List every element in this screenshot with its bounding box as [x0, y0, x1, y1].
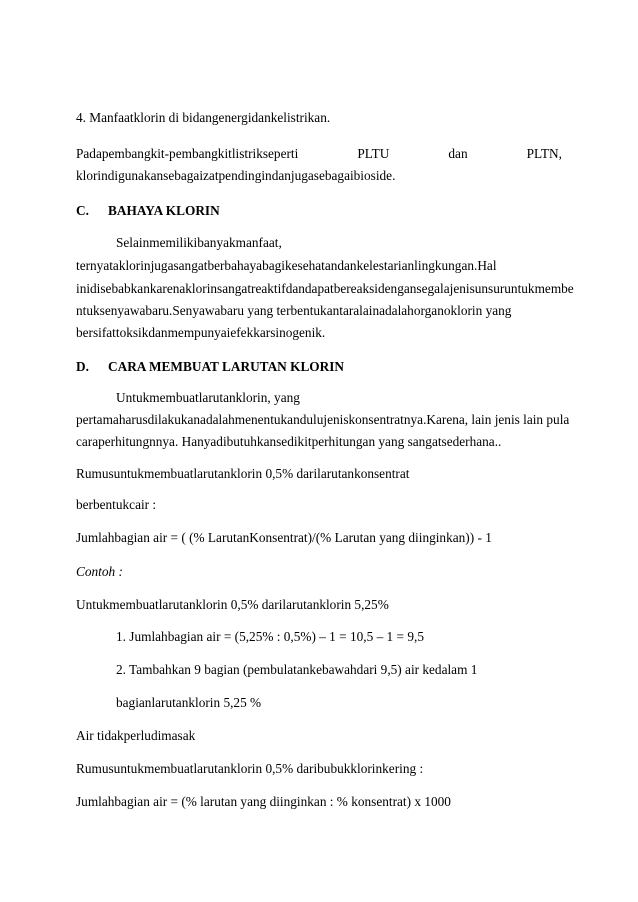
step-line: bagianlarutanklorin 5,25 % — [116, 695, 262, 710]
formula-line: Jumlahbagian air = ( (% LarutanKonsentrat)/(% Larutan yang diinginkan)) - 1 — [76, 530, 492, 545]
section-title: CARA MEMBUAT LARUTAN KLORIN — [108, 359, 345, 374]
example-label: Contoh : — [76, 564, 123, 579]
paragraph-line: caraperhitungnnya. Hanyadibutuhkansedikitperhitungan yang sangatsederhana.. — [76, 434, 502, 449]
paragraph-line: bersifattoksikdanmempunyaiefekkarsinogenik. — [76, 325, 326, 340]
text-segment: PLTU — [357, 146, 390, 161]
section-heading-c — [76, 203, 220, 219]
paragraph-line: Untukmembuatlarutanklorin, yang — [116, 390, 300, 405]
text-segment: PLTN, — [526, 146, 562, 161]
section-title: BAHAYA KLORIN — [108, 203, 220, 218]
paragraph-line: ternyataklorinjugasangatberbahayabagikesehatandankelestarianlingkungan.Hal — [76, 258, 497, 273]
paragraph-line: berbentukcair : — [76, 497, 157, 512]
paragraph-line: Rumusuntukmembuatlarutanklorin 0,5% darilarutankonsentrat — [76, 466, 410, 481]
paragraph-line: pertamaharusdilakukanadalahmenentukandulujeniskonsentratnya.Karena, lain jenis lain pula — [76, 412, 570, 427]
paragraph-line: Selainmemilikibanyakmanfaat, — [116, 235, 282, 250]
paragraph-line: ntuksenyawabaru.Senyawabaru yang terbentukantaralainadalahorganoklorin yang — [76, 303, 512, 318]
paragraph-line: Rumusuntukmembuatlarutanklorin 0,5% daribubukklorinkering : — [76, 761, 424, 776]
text-segment: Padapembangkit-pembangkitlistrikseperti — [76, 146, 299, 161]
paragraph-line: klorindigunakansebagaizatpendingindanjugasebagaibioside. — [76, 168, 396, 183]
paragraph-line-justified — [76, 146, 562, 162]
paragraph-line: inidisebabkankarenaklorinsangatreaktifdandapatbereaksidengansegalajenisunsuruntukmembe — [76, 281, 574, 296]
section-number: D. — [76, 359, 89, 374]
step-line: 2. Tambahkan 9 bagian (pembulatankebawahdari 9,5) air kedalam 1 — [116, 662, 478, 677]
paragraph-line: Air tidakperludimasak — [76, 728, 196, 743]
paragraph-line: 4. Manfaatklorin di bidangenergidankelistrikan. — [76, 110, 331, 125]
paragraph-line: Untukmembuatlarutanklorin 0,5% darilarutanklorin 5,25% — [76, 597, 389, 612]
section-heading-d — [76, 359, 344, 375]
section-number: C. — [76, 203, 89, 218]
step-line: 1. Jumlahbagian air = (5,25% : 0,5%) – 1 = 10,5 – 1 = 9,5 — [116, 629, 424, 644]
text-segment: dan — [448, 146, 468, 161]
formula-line: Jumlahbagian air = (% larutan yang diinginkan : % konsentrat) x 1000 — [76, 794, 451, 809]
